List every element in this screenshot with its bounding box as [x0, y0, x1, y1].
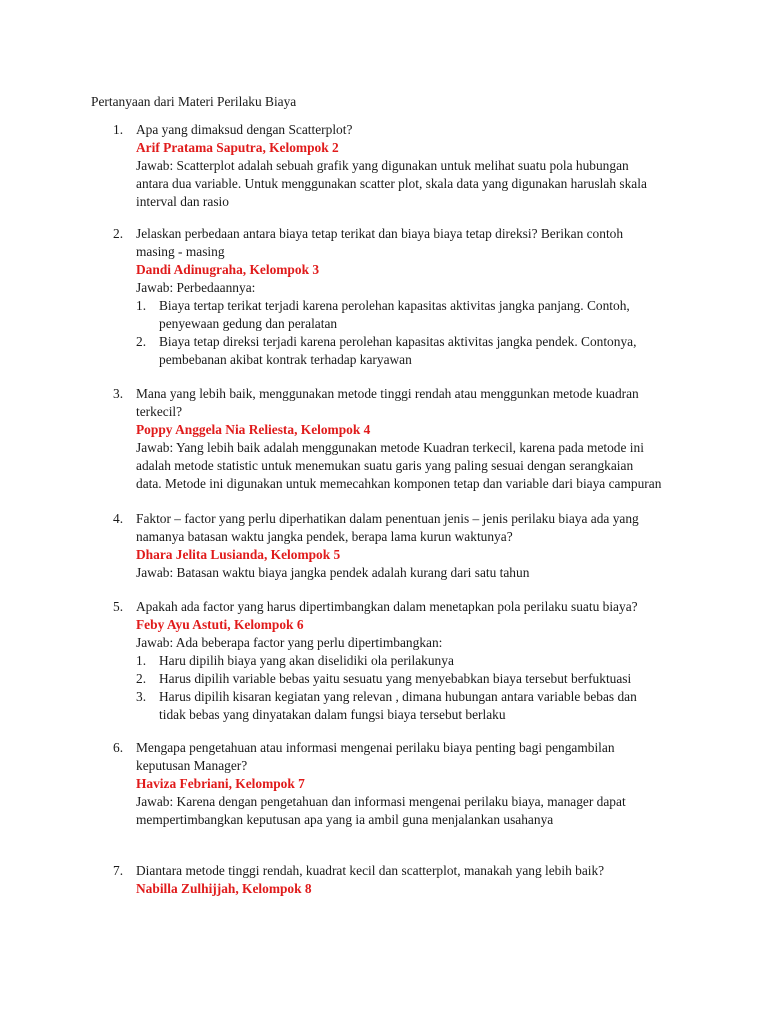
question-text-line: Jelaskan perbedaan antara biaya tetap terikat dan biaya biaya tetap direksi? Berikan contoh [136, 226, 624, 241]
question-text-line: Mana yang lebih baik, menggunakan metode tinggi rendah atau menggunkan metode kuadran [136, 386, 639, 401]
answerer-name: Dandi Adinugraha, Kelompok 3 [136, 262, 320, 277]
answer-text-line: adalah metode statistic untuk menemukan suatu garis yang paling sesuai dengan serangkaian [136, 458, 634, 473]
answerer-name: Poppy Anggela Nia Reliesta, Kelompok 4 [136, 422, 371, 437]
question-text-line: Apa yang dimaksud dengan Scatterplot? [136, 122, 353, 137]
sub-item-text-line: Haru dipilih biaya yang akan diselidiki ola perilakunya [159, 653, 454, 668]
question-number: 6. [113, 740, 124, 755]
question-item [113, 739, 673, 829]
sub-item-text-line: Harus dipilih kisaran kegiatan yang relevan , dimana hubungan antara variable bebas dan [159, 689, 637, 704]
question-text-line: Apakah ada factor yang harus dipertimbangkan dalam menetapkan pola perilaku suatu biaya? [136, 599, 638, 614]
question-item [113, 121, 673, 211]
sub-item-number: 1. [136, 653, 147, 668]
answerer-name: Arif Pratama Saputra, Kelompok 2 [136, 140, 339, 155]
question-body [136, 598, 673, 724]
answer-text-line: mempertimbangkan keputusan apa yang ia ambil guna menjalankan usahanya [136, 812, 554, 827]
question-item [113, 385, 673, 493]
question-number: 4. [113, 511, 124, 526]
sub-item-text-line: Biaya tetap direksi terjadi karena perolehan kapasitas aktivitas jangka pendek. Contonya, [159, 334, 637, 349]
sub-item-text-line: Harus dipilih variable bebas yaitu sesuatu yang menyebabkan biaya tersebut berfuktuasi [159, 671, 632, 686]
question-number: 7. [113, 863, 124, 878]
question-body [136, 862, 673, 898]
question-body [136, 510, 673, 582]
answer-sub-item [136, 333, 673, 369]
sub-item-number: 2. [136, 671, 147, 686]
question-text-line: keputusan Manager? [136, 758, 248, 773]
question-text-line: masing - masing [136, 244, 225, 259]
sub-item-number: 2. [136, 334, 147, 349]
answerer-name: Dhara Jelita Lusianda, Kelompok 5 [136, 547, 341, 562]
question-number: 1. [113, 122, 124, 137]
question-number: 2. [113, 226, 124, 241]
answer-text-line: Jawab: Scatterplot adalah sebuah grafik yang digunakan untuk melihat suatu pola hubungan [136, 158, 629, 173]
answerer-name: Haviza Febriani, Kelompok 7 [136, 776, 305, 791]
question-body [136, 225, 673, 369]
question-text-line: Faktor – factor yang perlu diperhatikan dalam penentuan jenis – jenis perilaku biaya ada yang [136, 511, 639, 526]
question-item [113, 225, 673, 369]
answer-text-line: Jawab: Yang lebih baik adalah menggunakan metode Kuadran terkecil, karena pada metode ini [136, 440, 644, 455]
sub-item-text-line: tidak bebas yang dinyatakan dalam fungsi biaya tersebut berlaku [159, 707, 506, 722]
answer-sub-item [136, 670, 673, 688]
answer-text-line: Jawab: Batasan waktu biaya jangka pendek adalah kurang dari satu tahun [136, 565, 530, 580]
answerer-name: Nabilla Zulhijjah, Kelompok 8 [136, 881, 312, 896]
question-body [136, 385, 673, 493]
question-body [136, 121, 673, 211]
document-title: Pertanyaan dari Materi Perilaku Biaya [91, 94, 297, 109]
answer-sub-item [136, 688, 673, 724]
question-text-line: Diantara metode tinggi rendah, kuadrat kecil dan scatterplot, manakah yang lebih baik? [136, 863, 605, 878]
answerer-name: Feby Ayu Astuti, Kelompok 6 [136, 617, 304, 632]
answer-text-line: Jawab: Karena dengan pengetahuan dan informasi mengenai perilaku biaya, manager dapat [136, 794, 626, 809]
question-number: 3. [113, 386, 124, 401]
answer-text-line: antara dua variable. Untuk menggunakan scatter plot, skala data yang digunakan haruslah skala [136, 176, 647, 191]
sub-item-text-line: Biaya tertap terikat terjadi karena perolehan kapasitas aktivitas jangka panjang. Contoh, [159, 298, 630, 313]
question-number: 5. [113, 599, 124, 614]
question-item [113, 510, 673, 582]
answer-sub-item [136, 297, 673, 333]
question-text-line: namanya batasan waktu jangka pendek, berapa lama kurun waktunya? [136, 529, 513, 544]
question-body [136, 739, 673, 829]
sub-item-number: 1. [136, 298, 147, 313]
question-text-line: terkecil? [136, 404, 183, 419]
answer-text-line: Jawab: Perbedaannya: [136, 280, 256, 295]
sub-item-text-line: penyewaan gedung dan peralatan [159, 316, 338, 331]
sub-item-number: 3. [136, 689, 147, 704]
question-item [113, 862, 673, 898]
question-text-line: Mengapa pengetahuan atau informasi mengenai perilaku biaya penting bagi pengambilan [136, 740, 615, 755]
sub-item-text-line: pembebanan akibat kontrak terhadap karyawan [159, 352, 412, 367]
question-item [113, 598, 673, 724]
answer-text-line: interval dan rasio [136, 194, 229, 209]
answer-sub-item [136, 652, 673, 670]
answer-text-line: data. Metode ini digunakan untuk memecahkan komponen tetap dan variable dari biaya campuran [136, 476, 662, 491]
answer-text-line: Jawab: Ada beberapa factor yang perlu dipertimbangkan: [136, 635, 443, 650]
